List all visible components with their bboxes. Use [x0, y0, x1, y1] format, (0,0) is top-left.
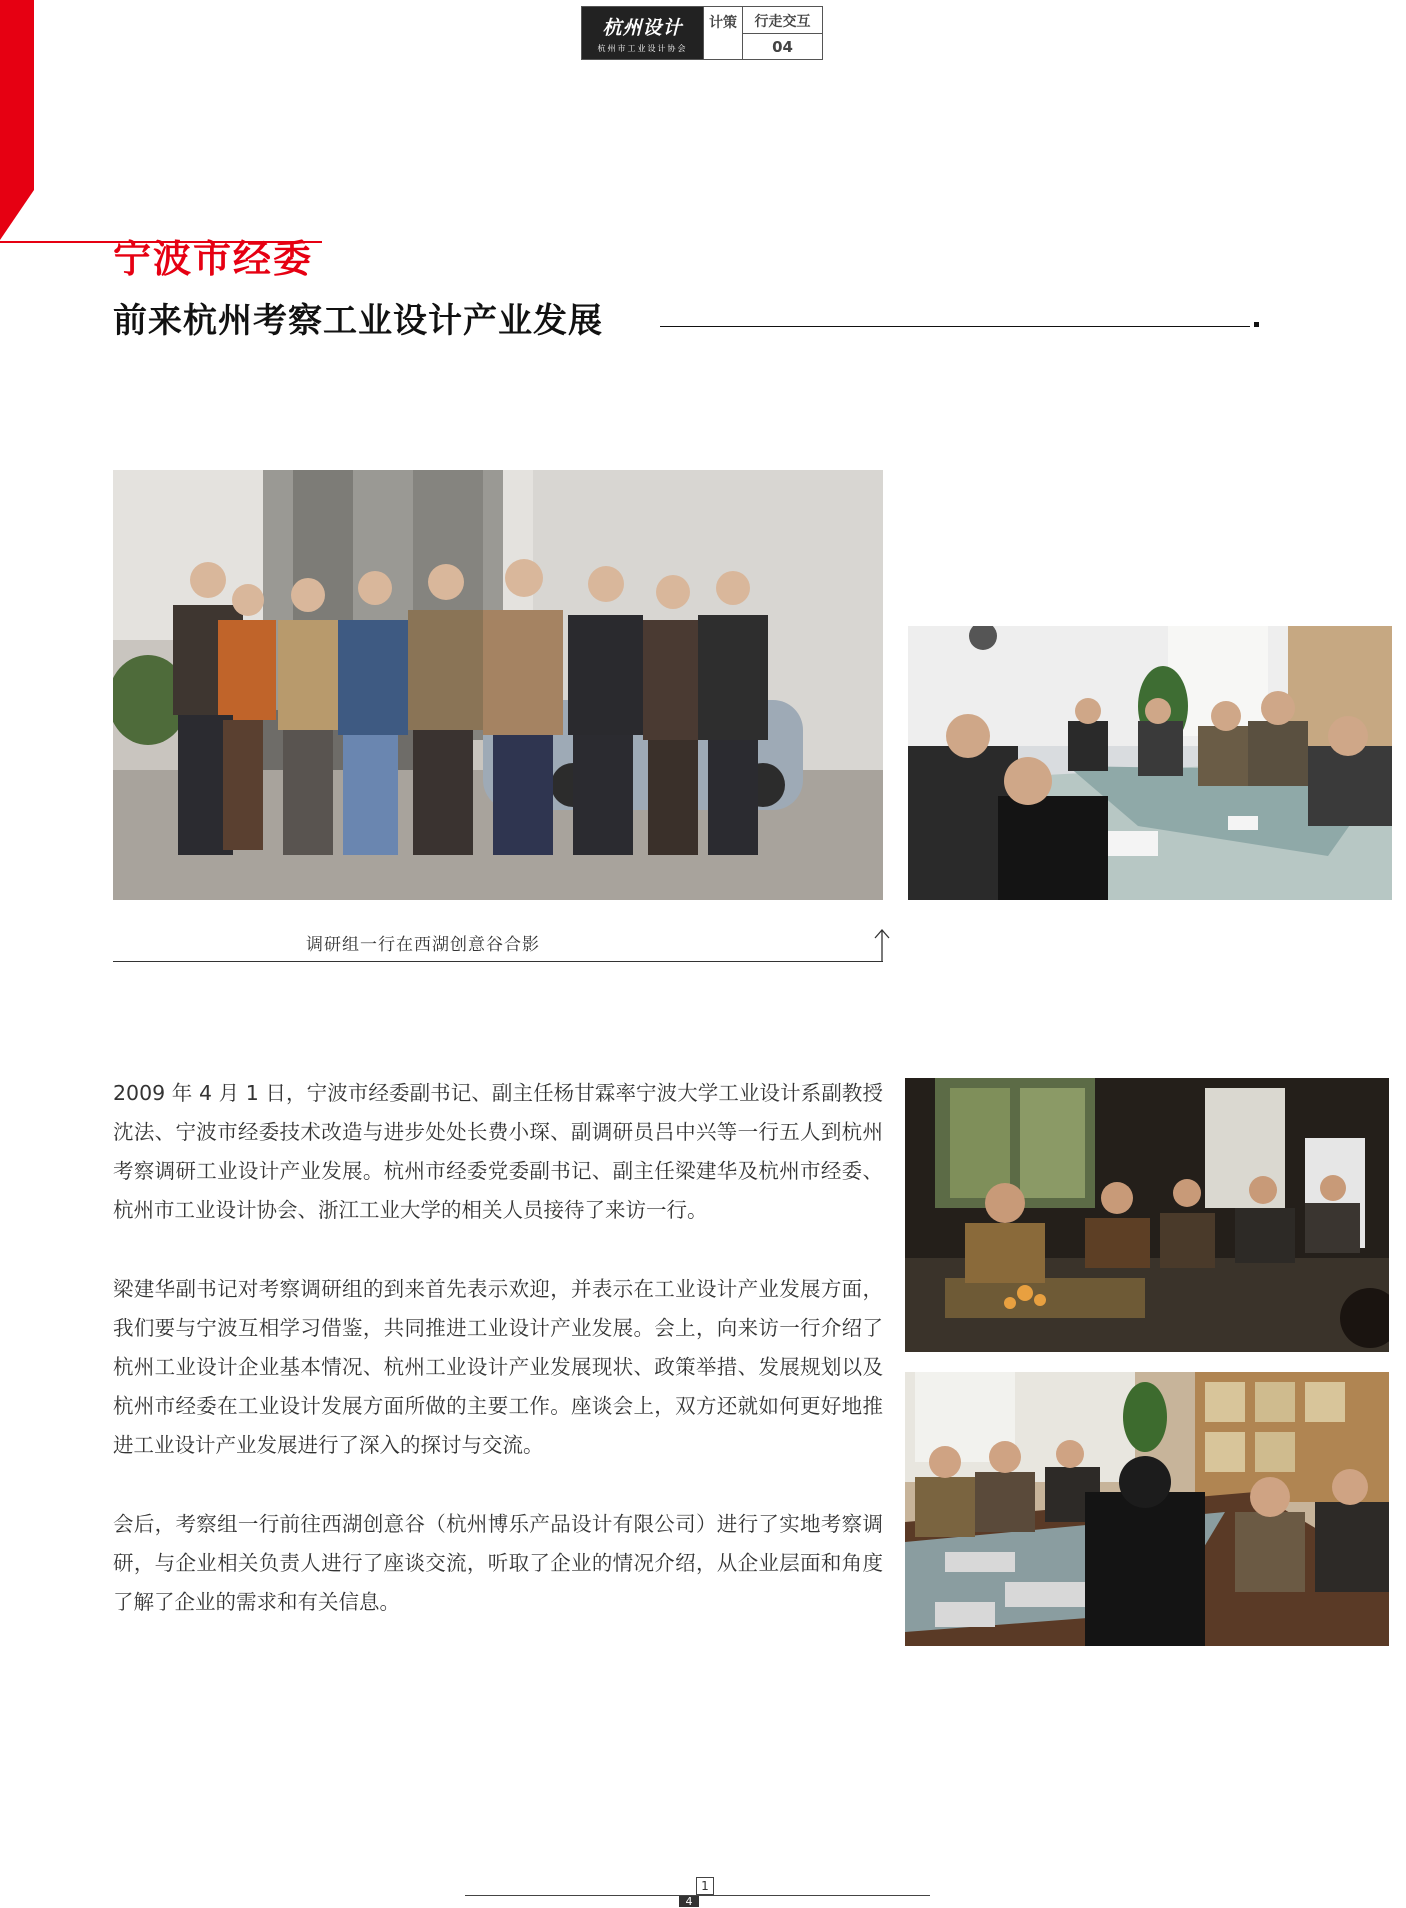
article-body — [113, 1074, 883, 1662]
meeting-photo-1 — [908, 626, 1392, 900]
photo-caption: 调研组一行在西湖创意谷合影 — [306, 935, 540, 955]
logo-subtitle: 杭州市工业设计协会 — [597, 43, 688, 53]
title-rule — [660, 326, 1250, 327]
up-arrow-icon — [872, 928, 892, 964]
section-title: 行走交互 — [743, 7, 822, 34]
magazine-logo — [582, 7, 703, 59]
meeting-photo-2 — [905, 1078, 1389, 1352]
page-number: 4 — [679, 1896, 699, 1907]
article-title: 前来杭州考察工业设计产业发展 — [113, 301, 603, 341]
paragraph-2: 梁建华副书记对考察调研组的到来首先表示欢迎，并表示在工业设计产业发展方面，我们要与宁波互相学习借鉴，共同推进工业设计产业发展。会上，向来访一行介绍了杭州工业设计企业基本情况、杭州工业设计产业发展现状、政策举措、发展规划以及杭州市经委在工业设计发展方面所做的主要工作。座谈会上，双方还就如何更好地推进工业设计产业发展进行了深入的探讨与交流。 — [113, 1277, 883, 1457]
title-dot — [1254, 322, 1259, 327]
header-section — [742, 7, 822, 59]
header-category: 计策 — [703, 7, 742, 59]
page-header — [581, 6, 823, 60]
footer-box: 1 — [696, 1877, 714, 1895]
paragraph-3: 会后，考察组一行前往西湖创意谷（杭州博乐产品设计有限公司）进行了实地考察调研，与企业相关负责人进行了座谈交流，听取了企业的情况介绍，从企业层面和角度了解了企业的需求和有关信息。 — [113, 1512, 883, 1614]
meeting-photo-3 — [905, 1372, 1389, 1646]
article-title-red: 宁波市经委 — [113, 237, 314, 281]
group-photo — [113, 470, 883, 900]
section-number: 04 — [772, 38, 793, 56]
logo-title: 杭州设计 — [602, 16, 683, 39]
paragraph-1: 2009 年 4 月 1 日，宁波市经委副书记、副主任杨甘霖率宁波大学工业设计系副教授沈法、宁波市经委技术改造与进步处处长费小琛、副调研员吕中兴等一行五人到杭州考察调研工业设计产业发展。杭州市经委党委副书记、副主任梁建华及杭州市经委、杭州市工业设计协会、浙江工业大学的相关人员接待了来访一行。 — [113, 1081, 883, 1222]
caption-rule — [113, 961, 883, 962]
red-corner-bar — [0, 0, 34, 240]
